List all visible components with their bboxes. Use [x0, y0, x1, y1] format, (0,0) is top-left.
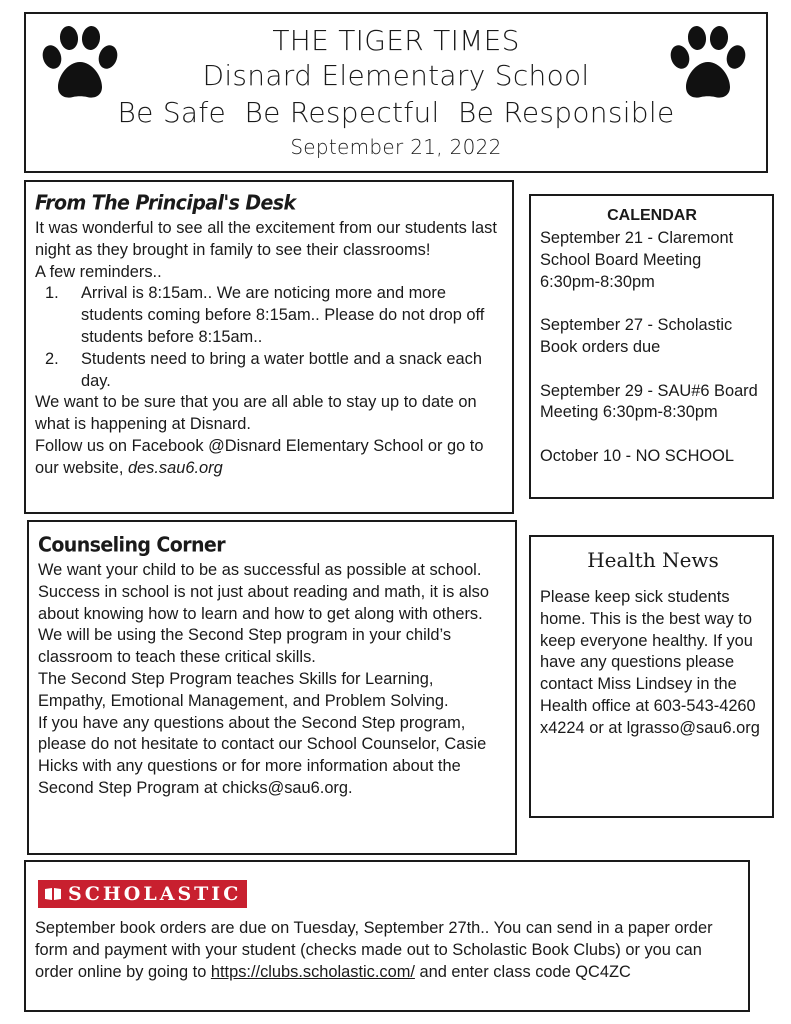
school-motto: Be Safe Be Respectful Be Responsible — [117, 96, 675, 129]
section-title: Counseling Corner — [38, 533, 225, 557]
health-body: Please keep sick students home. This is the best way to keep everyone healthy. If you have any questions please contact Miss Lindsey in the Health office at 603-543-4260 x4224 or at lgrasso@sau6.org — [540, 588, 760, 737]
list-number: 2. — [45, 349, 59, 368]
counseling-para: The Second Step Program teaches Skills for Learning, Empathy, Emotional Management, and Problem Solving. — [38, 669, 449, 710]
scholastic-body — [35, 918, 738, 983]
stay-updated-text: We want to be sure that you are all able to stay up to date on what is happening at Disnard. — [35, 393, 477, 434]
newsletter-title: THE TIGER TIMES — [272, 24, 520, 57]
list-text: Arrival is 8:15am.. We are noticing more and more students coming before 8:15am.. Please do not drop off students before 8:15am.. — [81, 284, 485, 346]
health-title: Health News — [587, 548, 719, 572]
reminders-list — [35, 283, 502, 392]
section-title: From The Principal's Desk — [35, 191, 296, 215]
paw-print-icon — [40, 24, 120, 102]
school-name: Disnard Elementary School — [202, 59, 590, 92]
follow-prefix: Follow us on Facebook @Disnard Elementary School or go to our website, — [35, 436, 484, 477]
newsletter-date: September 21, 2022 — [290, 135, 502, 159]
open-book-icon — [44, 887, 62, 901]
scholastic-section — [24, 860, 750, 1012]
list-item — [35, 283, 502, 348]
website-link[interactable]: des.sau6.org — [127, 458, 223, 477]
scholastic-logo-text: SCHOLASTIC — [68, 883, 242, 905]
list-text: Students need to bring a water bottle and a snack each day. — [81, 349, 482, 390]
reminders-lead: A few reminders.. — [35, 262, 162, 281]
scholastic-link[interactable]: https://clubs.scholastic.com/ — [210, 962, 415, 981]
calendar-item: September 27 - Scholastic Book orders due — [540, 316, 733, 356]
scholastic-body-suffix: and enter class code QC4ZC — [414, 962, 631, 981]
list-number: 1. — [45, 284, 59, 303]
counseling-section — [27, 520, 517, 855]
follow-text — [35, 436, 502, 480]
counseling-para: We want your child to be as successful as possible at school. Success in school is not just about reading and math, it is also about knowing how to learn and how to get along with others. We will be using the Second Step program in your child’s classroom to teach these critical skills. — [38, 561, 489, 667]
calendar-item: September 21 - Claremont School Board Meeting 6:30pm-8:30pm — [540, 229, 734, 291]
scholastic-body-prefix: September book orders are due on Tuesday, September 27th.. You can send in a paper order form and payment with your student (checks made out to Scholastic Book Clubs) or you can order online by going to — [35, 919, 713, 981]
principal-intro: It was wonderful to see all the excitement from our students last night as they brought in family to see their classrooms! — [35, 219, 497, 259]
calendar-title: CALENDAR — [607, 207, 697, 224]
counseling-para: If you have any questions about the Second Step program, please do not hesitate to contact our School Counselor, Casie Hicks with any questions or for more information about the Second Step Program at chicks@sau6.org. — [38, 713, 487, 797]
newsletter-header — [24, 12, 768, 173]
principal-section — [24, 180, 514, 514]
calendar-item: October 10 - NO SCHOOL — [540, 446, 735, 465]
list-item — [35, 349, 502, 393]
scholastic-logo — [38, 880, 247, 908]
calendar-section — [529, 194, 774, 499]
health-section — [529, 535, 774, 818]
paw-print-icon — [668, 24, 748, 102]
calendar-item: September 29 - SAU#6 Board Meeting 6:30pm-8:30pm — [540, 381, 758, 422]
